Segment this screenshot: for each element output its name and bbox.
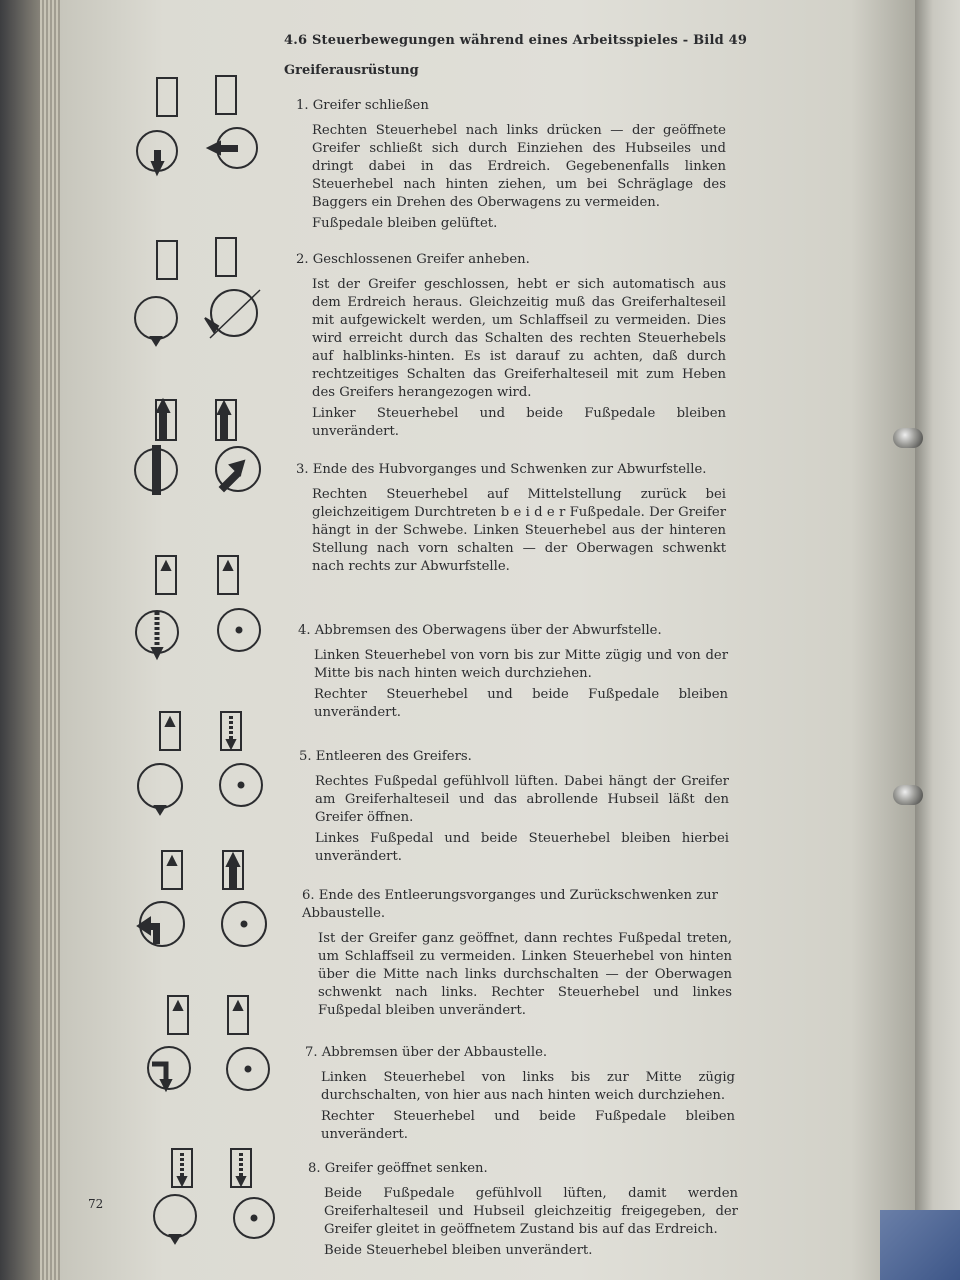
step-paragraph: Linken Steuerhebel von vorn bis zur Mitte zügig und von der Mitte bis nach hinten weich durchziehen.	[314, 648, 728, 681]
step-6-diagram	[138, 851, 266, 946]
step-paragraph: Rechter Steuerhebel und beide Fußpedale bleiben unverändert.	[321, 1109, 735, 1142]
step-paragraph: Linker Steuerhebel und beide Fußpedale bleiben unverändert.	[312, 406, 726, 439]
lever-diagonal-arrow-icon	[220, 471, 240, 491]
step-paragraph: Rechten Steuerhebel auf Mittelstellung zurück bei gleichzeitigem Durchtreten b e i d e r Fußpedale. Der Greifer hängt in der Schwebe. Linken Steuerhebel aus der hinteren Stellung nach vorn schalten — der Oberwagen schwenkt nach rechts zur Abwurfstelle.	[312, 487, 726, 574]
step-7-diagram	[148, 996, 269, 1090]
step-8-diagram	[154, 1149, 274, 1243]
step-paragraph: Beide Fußpedale gefühlvoll lüften, damit werden Greiferhalteseil und Hubseil gleichzeitig freigegeben, der Greifer gleitet in geöffnetem Zustand bis auf das Erdreich.	[324, 1186, 738, 1237]
step-paragraph: Rechten Steuerhebel nach links drücken — der geöffnete Greifer schließt sich durch Einziehen des Hubseiles und dringt dabei in das Erdreich. Gegebenenfalls linken Steuerhebel nach hinten ziehen, um bei Schräglage des Baggers ein Drehen des Oberwagens zu vermeiden.	[312, 123, 726, 210]
step-title: 6. Ende des Entleerungsvorganges und Zurückschwenken zur Abbaustelle.	[302, 888, 718, 921]
step-5-diagram	[138, 712, 262, 814]
step-paragraph: Linken Steuerhebel von links bis zur Mitte zügig durchschalten, von hier aus nach hinten weich durchziehen.	[321, 1070, 735, 1103]
left-lever-icon	[135, 297, 177, 339]
step-paragraph: Beide Steuerhebel bleiben unverändert.	[324, 1243, 593, 1258]
step-title: 7. Abbremsen über der Abbaustelle.	[305, 1045, 548, 1060]
step-title: 3. Ende des Hubvorganges und Schwenken zur Abwurfstelle.	[296, 462, 707, 477]
step-paragraph: Linkes Fußpedal und beide Steuerhebel bleiben hierbei unverändert.	[315, 831, 729, 864]
left-pedal-icon	[157, 241, 177, 279]
left-pedal-icon	[157, 78, 177, 116]
step-paragraph: Ist der Greifer ganz geöffnet, dann rechtes Fußpedal treten, um Schlaffseil zu vermeiden. Linken Steuerhebel von hinten über die Mitte nach links durchschalten — der Oberwagen schwenkt nach links. Rechter Steuerhebel und linkes Fußpedal bleiben unverändert.	[318, 931, 732, 1018]
right-pedal-icon	[216, 76, 236, 114]
step-paragraph: Rechtes Fußpedal gefühlvoll lüften. Dabei hängt der Greifer am Greiferhalteseil und das abrollende Hubseil läßt den Greifer öffnen.	[315, 774, 729, 825]
step-3-diagram	[135, 400, 260, 494]
page-number: 72	[88, 1197, 104, 1211]
step-title: 1. Greifer schließen	[296, 98, 429, 113]
step-title: 8. Greifer geöffnet senken.	[308, 1161, 488, 1176]
left-lever-icon	[138, 764, 182, 808]
right-lever-icon	[211, 290, 257, 336]
step-title: 5. Entleeren des Greifers.	[299, 749, 472, 764]
step-title: 4. Abbremsen des Oberwagens über der Abwurfstelle.	[298, 623, 662, 638]
step-title: 2. Geschlossenen Greifer anheben.	[296, 252, 530, 267]
step-2-diagram	[135, 238, 260, 345]
section-heading: 4.6 Steuerbewegungen während eines Arbeitsspieles - Bild 49	[284, 33, 748, 48]
step-4-diagram	[136, 556, 260, 658]
step-paragraph: Fußpedale bleiben gelüftet.	[312, 216, 498, 231]
section-subheading: Greiferausrüstung	[284, 63, 419, 78]
step-paragraph: Ist der Greifer geschlossen, hebt er sich automatisch aus dem Erdreich heraus. Gleichzeitig muß das Greiferhalteseil mit aufgewickelt werden, um Schlaffseil zu vermeiden. Dies wird erreicht durch das Schalten des rechten Steuerhebels auf halblinks-hinten. Es ist darauf zu achten, daß durch rechtzeitiges Schalten das Greiferhalteseil mit zum Heben des Greifers herangezogen wird.	[312, 277, 726, 400]
step-paragraph: Rechter Steuerhebel und beide Fußpedale bleiben unverändert.	[314, 687, 728, 720]
left-lever-icon	[154, 1195, 196, 1237]
step-1-diagram	[137, 76, 257, 174]
right-pedal-icon	[216, 238, 236, 276]
